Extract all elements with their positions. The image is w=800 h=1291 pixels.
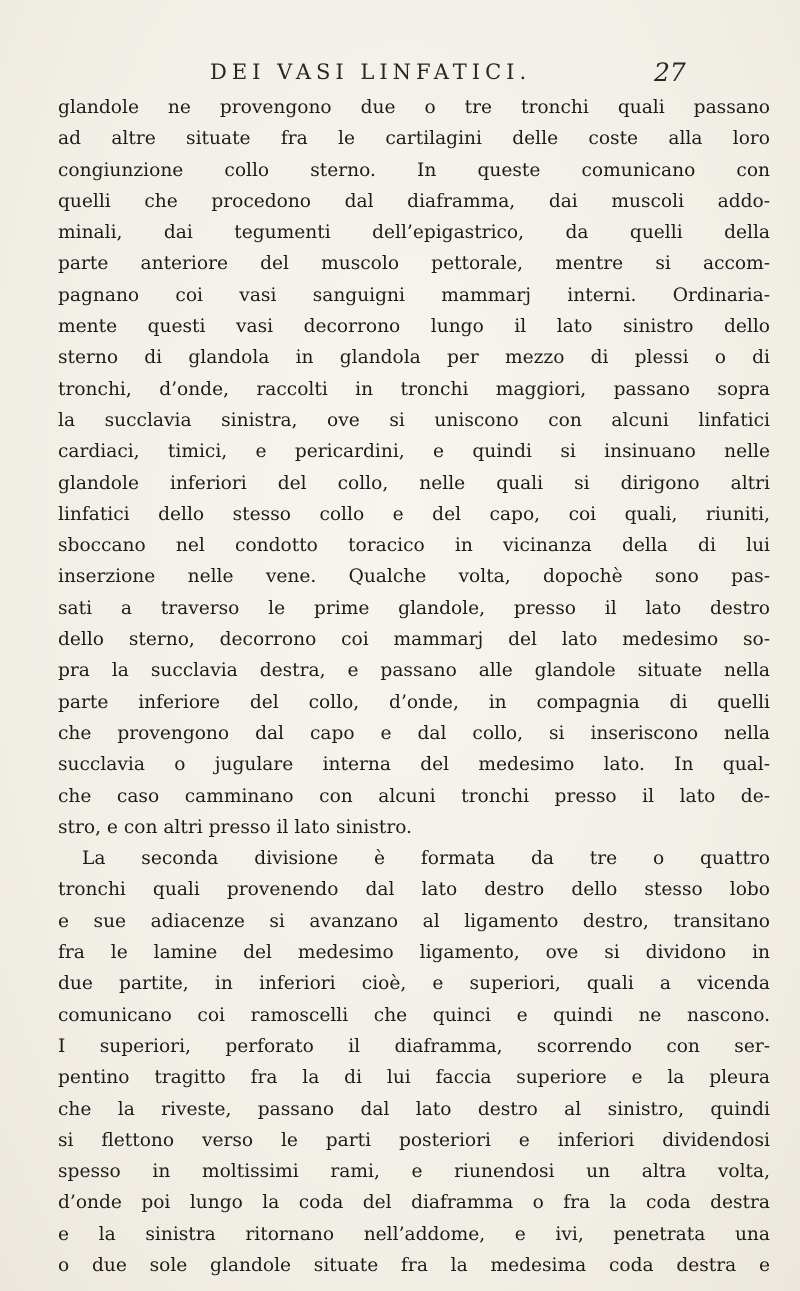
text-line: parte inferiore del collo, d’onde, in compagnia di quelli <box>58 691 770 713</box>
text-line: inserzione nelle vene. Qualche volta, dopochè sono pas- <box>58 566 770 588</box>
text-line: pentino tragitto fra la di lui faccia superiore e la pleura <box>58 1067 770 1089</box>
text-line: I superiori, perforato il diaframma, scorrendo con ser- <box>58 1035 770 1057</box>
text-line: spesso in moltissimi rami, e riunendosi un altra volta, <box>58 1161 770 1183</box>
text-line: che provengono dal capo e dal collo, si inseriscono nella <box>58 722 770 744</box>
text-line: e sue adiacenze si avanzano al ligamento destro, transitano <box>58 910 770 932</box>
text-line: sati a traverso le prime glandole, presso il lato destro <box>58 597 770 619</box>
page-header <box>0 58 800 88</box>
running-title: DEI VASI LINFATICI. <box>210 60 532 84</box>
text-line: succlavia o jugulare interna del medesimo lato. In qual- <box>58 754 770 776</box>
text-line: due partite, in inferiori cioè, e superiori, quali a vicenda <box>58 973 770 995</box>
text-line: o due sole glandole situate fra la medesima coda destra e <box>58 1254 770 1276</box>
text-line: sboccano nel condotto toracico in vicinanza della di lui <box>58 535 770 557</box>
text-line: parte anteriore del muscolo pettorale, mentre si accom- <box>58 253 770 275</box>
body-text <box>58 92 770 1281</box>
text-line: La seconda divisione è formata da tre o quattro <box>82 848 770 870</box>
text-line: pagnano coi vasi sanguigni mammarj interni. Ordinaria- <box>58 284 770 306</box>
text-line: ad altre situate fra le cartilagini delle coste alla loro <box>58 128 770 150</box>
text-line: comunicano coi ramoscelli che quinci e quindi ne nascono. <box>58 1004 770 1026</box>
text-line: e la sinistra ritornano nell’addome, e ivi, penetrata una <box>58 1223 770 1245</box>
text-line: pra la succlavia destra, e passano alle glandole situate nella <box>58 660 770 682</box>
text-line: la succlavia sinistra, ove si uniscono con alcuni linfatici <box>58 409 770 431</box>
text-line: che la riveste, passano dal lato destro al sinistro, quindi <box>58 1098 770 1120</box>
text-line: congiunzione collo sterno. In queste comunicano con <box>58 159 770 181</box>
text-line: quelli che procedono dal diaframma, dai muscoli addo- <box>58 190 770 212</box>
text-line: sterno di glandola in glandola per mezzo di plessi o di <box>58 347 770 369</box>
text-line: linfatici dello stesso collo e del capo, coi quali, riuniti, <box>58 503 770 525</box>
text-line: cardiaci, timici, e pericardini, e quindi si insinuano nelle <box>58 441 770 463</box>
text-line: d’onde poi lungo la coda del diaframma o fra la coda destra <box>58 1192 770 1214</box>
text-line: minali, dai tegumenti dell’epigastrico, da quelli della <box>58 222 770 244</box>
text-line: tronchi quali provenendo dal lato destro dello stesso lobo <box>58 879 770 901</box>
text-line: che caso camminano con alcuni tronchi presso il lato de- <box>58 785 770 807</box>
text-line: fra le lamine del medesimo ligamento, ove si dividono in <box>58 942 770 964</box>
page-number: 27 <box>654 58 686 87</box>
text-line: mente questi vasi decorrono lungo il lato sinistro dello <box>58 316 770 338</box>
text-line: glandole ne provengono due o tre tronchi quali passano <box>58 97 770 118</box>
text-line: tronchi, d’onde, raccolti in tronchi maggiori, passano sopra <box>58 378 770 400</box>
text-line: glandole inferiori del collo, nelle quali si dirigono altri <box>58 472 770 494</box>
text-line: stro, e con altri presso il lato sinistro. <box>58 816 413 838</box>
text-line: si flettono verso le parti posteriori e inferiori dividendosi <box>58 1129 770 1151</box>
text-line: dello sterno, decorrono coi mammarj del lato medesimo so- <box>58 629 770 651</box>
